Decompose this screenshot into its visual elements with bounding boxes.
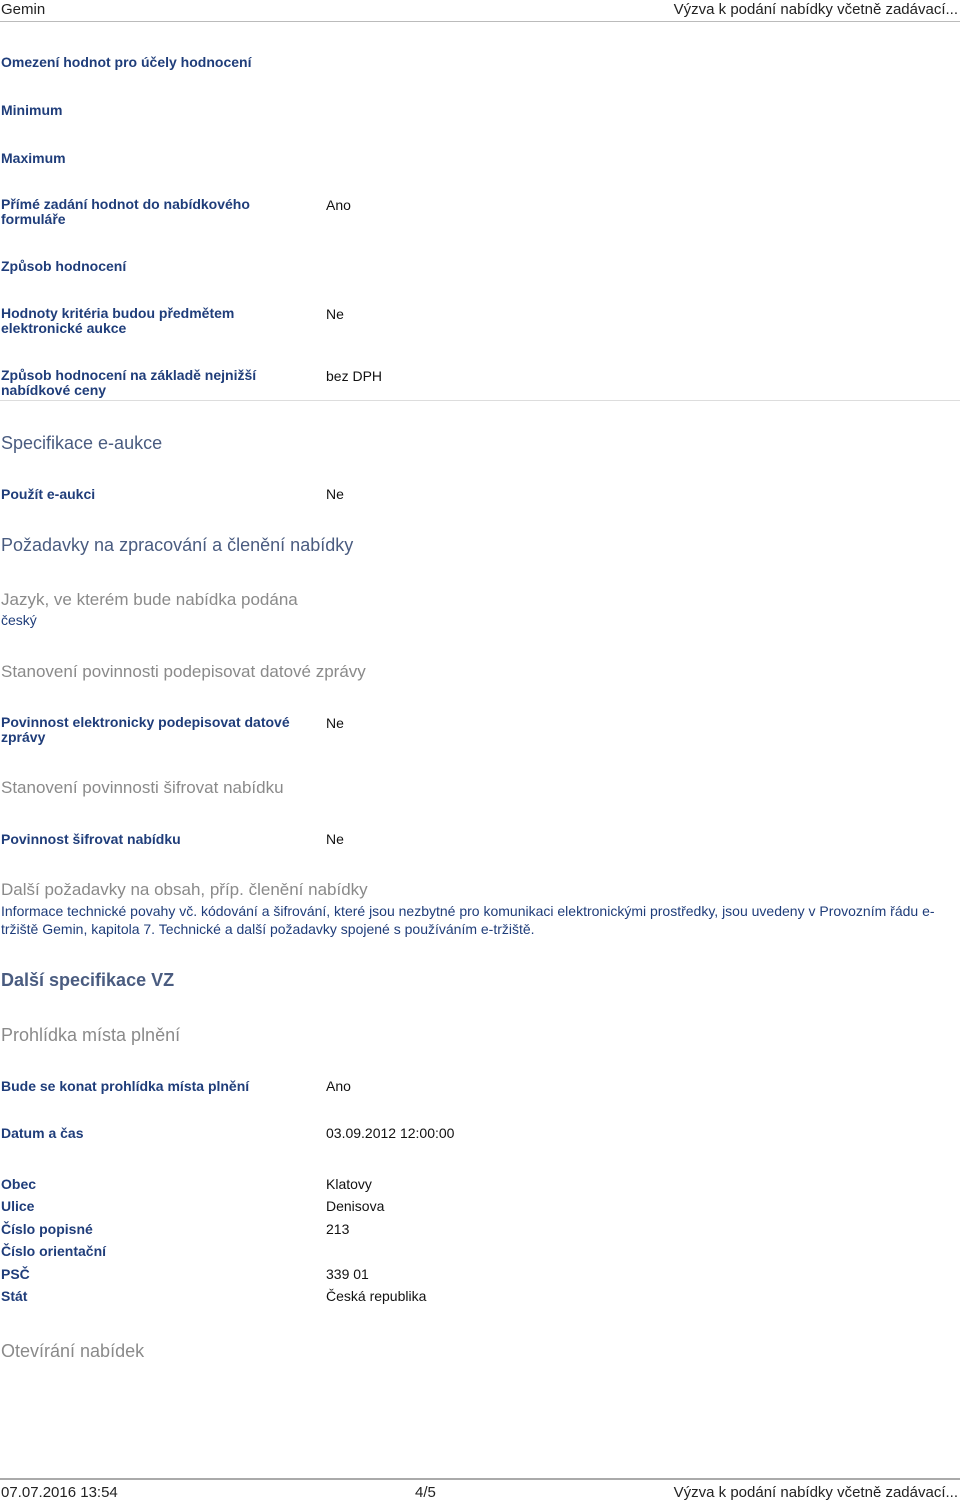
label-address-house-number: Číslo popisné — [1, 1221, 93, 1237]
label-direct-entry: Přímé zadání hodnot do nabídkového formuláře — [1, 196, 250, 227]
value-address-postal-code: 339 01 — [326, 1266, 369, 1282]
value-language: český — [1, 612, 37, 628]
label-address-street: Ulice — [1, 1198, 35, 1214]
value-sign-obligation: Ne — [326, 715, 344, 731]
label-inspection: Bude se konat prohlídka místa plnění — [1, 1078, 250, 1094]
section-title-limits: Omezení hodnot pro účely hodnocení — [1, 54, 252, 70]
value-lowest-price: bez DPH — [326, 368, 383, 384]
header-document-title: Výzva k podání nabídky včetně zadávací... — [673, 1, 958, 18]
value-auction-criteria: Ne — [326, 306, 344, 322]
value-encrypt-obligation: Ne — [326, 831, 344, 847]
value-address-house-number: 213 — [326, 1221, 350, 1237]
value-address-city: Klatovy — [326, 1176, 372, 1192]
value-address-street: Denisova — [326, 1198, 385, 1214]
subsection-title-signing: Stanovení povinnosti podepisovat datové zprávy — [1, 662, 366, 681]
footer-divider — [0, 1478, 960, 1480]
subsection-title-language: Jazyk, ve kterém bude nabídka podána — [1, 590, 298, 609]
label-maximum: Maximum — [1, 150, 66, 166]
footer-document-title: Výzva k podání nabídky včetně zadávací... — [673, 1484, 958, 1501]
label-address-country: Stát — [1, 1288, 28, 1304]
value-use-eauction: Ne — [326, 486, 344, 502]
label-address-postal-code: PSČ — [1, 1266, 30, 1282]
header-divider — [0, 21, 960, 22]
subsection-title-inspection: Prohlídka místa plnění — [1, 1025, 181, 1045]
label-auction-criteria: Hodnoty kritéria budou předmětem elektronické aukce — [1, 305, 235, 336]
subsection-title-other-requirements: Další požadavky na obsah, příp. členění nabídky — [1, 880, 368, 899]
footer-timestamp: 07.07.2016 13:54 — [1, 1484, 118, 1501]
value-direct-entry: Ano — [326, 197, 351, 213]
label-address-orientation-number: Číslo orientační — [1, 1243, 107, 1259]
section-title-vz: Další specifikace VZ — [1, 970, 175, 990]
label-datetime: Datum a čas — [1, 1125, 84, 1141]
subsection-title-encryption: Stanovení povinnosti šifrovat nabídku — [1, 778, 284, 797]
section-title-requirements: Požadavky na zpracování a členění nabídky — [1, 535, 354, 555]
section-title-eauction: Specifikace e-aukce — [1, 433, 163, 453]
subsection-title-opening: Otevírání nabídek — [1, 1341, 145, 1361]
header-app-name: Gemin — [1, 1, 46, 18]
label-minimum: Minimum — [1, 102, 63, 118]
footer-page-number: 4/5 — [415, 1484, 436, 1501]
label-sign-obligation: Povinnost elektronicky podepisovat datové zprávy — [1, 714, 290, 745]
label-lowest-price: Způsob hodnocení na základě nejnižší nabídkové ceny — [1, 367, 257, 398]
value-address-country: Česká republika — [326, 1288, 427, 1304]
text-other-requirements: Informace technické povahy vč. kódování a šifrování, které jsou nezbytné pro komunikaci elektronickými prostředky, jsou uvedeny v Provozním řádu e-tržiště Gemin, kapitola 7. Technické a další požadavky spojené s používáním e-tržiště. — [1, 903, 935, 937]
value-inspection: Ano — [326, 1078, 351, 1094]
label-use-eauction: Použít e-aukci — [1, 486, 96, 502]
label-address-city: Obec — [1, 1176, 37, 1192]
label-encrypt-obligation: Povinnost šifrovat nabídku — [1, 831, 181, 847]
section-divider — [0, 400, 960, 401]
section-title-evaluation: Způsob hodnocení — [1, 258, 127, 274]
value-datetime: 03.09.2012 12:00:00 — [326, 1125, 455, 1141]
